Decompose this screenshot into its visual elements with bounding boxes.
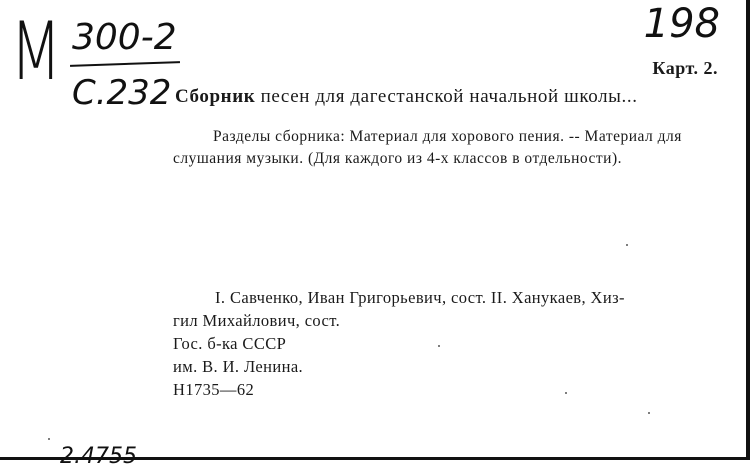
- imprint-authors-line1: I. Савченко, Иван Григорьевич, сост. II. Ханукаев, Хиз-: [215, 288, 625, 307]
- scan-speck: [48, 438, 50, 440]
- handwritten-shelf-mark: 300-2: [72, 17, 177, 58]
- card-edge-right: [746, 0, 750, 460]
- scan-speck: [648, 412, 650, 414]
- handwritten-divider: [70, 61, 180, 67]
- imprint-authors-line2: гил Михайлович, сост.: [173, 311, 341, 330]
- scan-speck: [626, 244, 628, 246]
- card-title-bold: Сборник: [175, 86, 256, 107]
- card-note: Разделы сборника: Материал для хорового пения. -- Материал для слушания музыки. (Для каждого из 4-х классов в отдельности).: [173, 128, 682, 167]
- handwritten-page-ref: C.232: [72, 73, 172, 113]
- card-label: Карт. 2.: [652, 58, 718, 78]
- imprint-library-line2: им. В. И. Ленина.: [173, 357, 304, 376]
- imprint-code: Н1735—62: [173, 380, 255, 399]
- card-imprint: [173, 286, 718, 401]
- handwritten-card-number: 198: [643, 1, 720, 47]
- imprint-library-line1: Гос. б-ка СССР: [173, 334, 287, 353]
- scan-speck: [438, 345, 440, 347]
- handwritten-initial: M: [10, 5, 62, 98]
- card-title: [175, 86, 638, 108]
- handwritten-bottom-scribble: 2.4755: [60, 444, 137, 469]
- scan-speck: [565, 392, 567, 394]
- card-title-rest: песен для дагестанской начальной школы...: [255, 86, 638, 107]
